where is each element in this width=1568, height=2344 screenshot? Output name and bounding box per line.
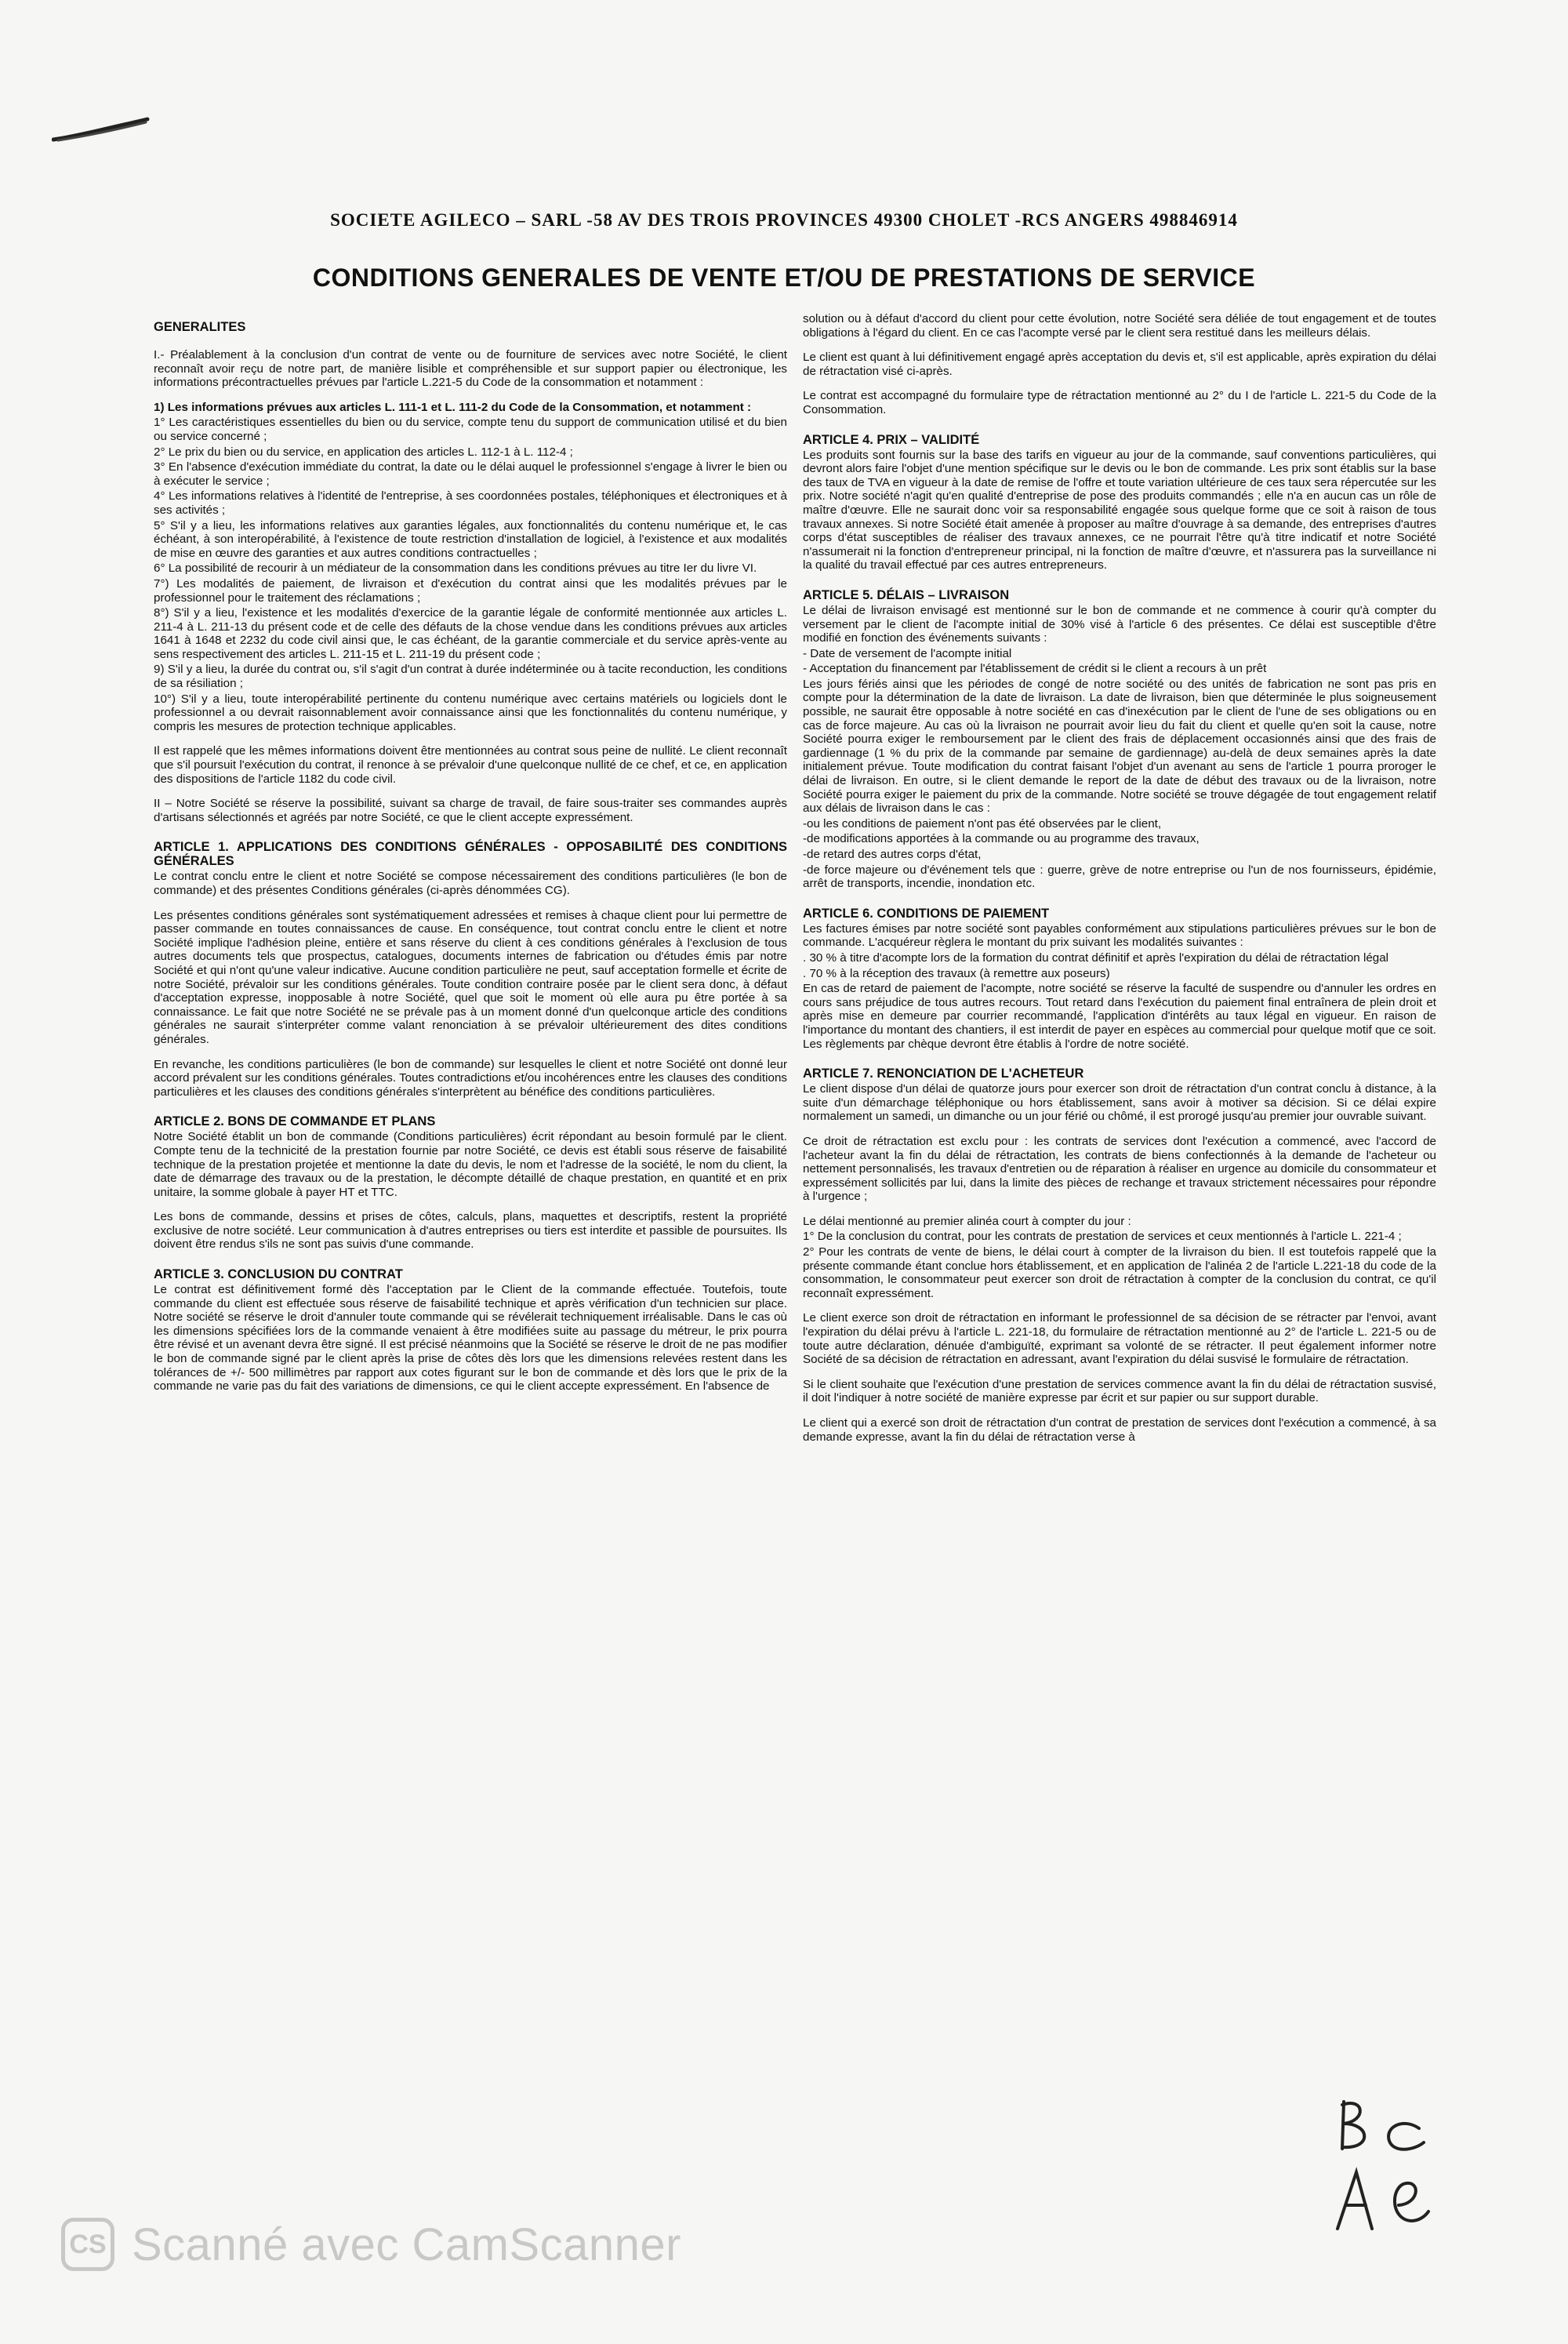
generalites-item: 6° La possibilité de recourir à un médiateur de la consommation dans les conditions prévues au titre Ier du livre VI.: [154, 561, 757, 576]
article-1-heading: ARTICLE 1. APPLICATIONS DES CONDITIONS GÉNÉRALES - OPPOSABILITÉ DES CONDITIONS GÉNÉRALES: [154, 840, 787, 869]
generalites-item: 10°) S'il y a lieu, toute interopérabilité pertinente du contenu numérique avec certains matériels ou logiciels dont le professionnel a ou devrait raisonnablement avoir connaissance ainsi que les fonctionnalités du contenu numérique, y compris les mesures de protection technique applicables.: [154, 692, 787, 733]
camscanner-watermark: [61, 2213, 681, 2276]
left-column: [154, 314, 787, 1405]
generalites-heading: GENERALITES: [154, 320, 246, 334]
generalites-item: 8°) S'il y a lieu, l'existence et les modalités d'exercice de la garantie légale de conformité mentionnée aux articles L. 211-4 à L. 211-13 du présent code et de celle des défauts de la chose vendue dans les conditions prévues aux articles 1641 à 1648 et 2232 du code civil ainsi que, le cas échéant, de la garantie commerciale et du service après-vente au sens respectivement des articles L. 211-15 et L. 211-19 du présent code ;: [154, 606, 787, 661]
camscanner-text: Scanné avec CamScanner: [132, 2219, 681, 2270]
right-column: [803, 312, 1436, 1455]
article-7-paragraph: Ce droit de rétractation est exclu pour : les contrats de services dont l'exécution a commencé, avec l'accord de l'acheteur avant la fin du délai de rétractation, les contrats de biens confectionnés à la demande de l'acheteur ou nettement personnalisés, les travaux d'entretien ou de réparation à réaliser en urgence au domicile du consommateur et expressément sollicités par lui, dans la limite des pièces de rechange et travaux strictement nécessaires pour répondre à l'urgence ;: [803, 1134, 1436, 1204]
article-6-list-item: . 30 % à titre d'acompte lors de la formation du contrat définitif et après l'expiration du délai de rétractation légal: [803, 950, 1389, 965]
generalites-item-1-title: 1) Les informations prévues aux articles L. 111-1 et L. 111-2 du Code de la Consommation, et notamment :: [154, 400, 752, 414]
article-6-paragraph: Les factures émises par notre société sont payables conformément aux stipulations particulières prévues sur le bon de commande. L'acquéreur règlera le montant du prix suivant les modalités suivantes :: [803, 921, 1436, 950]
article-5-condition: -de modifications apportées à la commande ou au programme des travaux,: [803, 832, 1200, 846]
article-2-paragraph: Notre Société établit un bon de commande (Conditions particulières) écrit répondant au besoin formulé par le client. Compte tenu de la technicité de la prestation fournie par notre Société, ce devis est établi sous réserve de faisabilité technique de la prestation projetée et mentionne la date du devis, le nom et l'adresse de la société, le nom du client, la date de démarrage des travaux ou de la prestation, le décompte détaillé de chaque prestation, en quantité et en prix unitaire, la somme globale à payer HT et TTC.: [154, 1130, 787, 1199]
article-7-paragraph: Le délai mentionné au premier alinéa court à compter du jour :: [803, 1214, 1131, 1228]
article-5-paragraph: Le délai de livraison envisagé est mentionné sur le bon de commande et ne commence à courir qu'à compter du versement par le client de l'acompte initial de 30% visé à l'article 6 des présentes. Ce délai est susceptible d'être modifié en fonction des événements suivants :: [803, 603, 1436, 645]
document-title: CONDITIONS GENERALES DE VENTE ET/OU DE PRESTATIONS DE SERVICE: [312, 263, 1256, 292]
article-3-continued: solution ou à défaut d'accord du client pour cette évolution, notre Société sera déliée de tout engagement et de toutes obligations à l'égard du client. En ce cas l'acompte versé par le client sera restitué dans les meilleurs délais.: [803, 312, 1436, 340]
generalites-item: 1° Les caractéristiques essentielles du bien ou du service, compte tenu du support de communication utilisé et du bien ou service concerné ;: [154, 416, 787, 443]
article-7-paragraph: 2° Pour les contrats de vente de biens, le délai court à compter de la livraison du bien. Il est toutefois rappelé que la présente commande étant conclue hors établissement, et en application de l'alinéa 2 de l'article L.221-18 du code de la consommation, le consommateur peut exercer son droit de rétractation à compter de la conclusion du contrat, ce qu'il reconnaît expressément.: [803, 1245, 1436, 1300]
generalites-item: 7°) Les modalités de paiement, de livraison et d'exécution du contrat ainsi que les modalités prévues par le professionnel pour le traitement des réclamations ;: [154, 576, 787, 605]
article-3-heading: ARTICLE 3. CONCLUSION DU CONTRAT: [154, 1267, 403, 1282]
handwritten-initials-line-2: [1333, 2164, 1443, 2235]
article-4-heading: ARTICLE 4. PRIX – VALIDITÉ: [803, 432, 980, 447]
article-5-condition: -ou les conditions de paiement n'ont pas été observées par le client,: [803, 816, 1162, 830]
article-4-paragraph: Les produits sont fournis sur la base des tarifs en vigueur au jour de la commande, sauf conventions particulières, qui devront alors faire l'objet d'une mention spécifique sur le devis ou le bon de commande. Les prix sont établis sur la base des taux de TVA en vigueur à la date de remise de l'offre et toute variation ultérieure de ces taux sera répercutée sur les prix. Notre société n'agit qu'en qualité d'entreprise de pose des produits commandés ; elle n'a en aucun cas un rôle de maître d'œuvre. Elle ne saurait donc voir sa responsabilité engagée sous quelque forme que ce soit à raison de tous travaux annexes. Si notre Société était amenée à proposer au maître d'ouvrage à sa demande, des entreprises d'autres corps d'état susceptibles de réaliser des travaux annexes, ce ne pourrait l'être qu'à titre indicatif et notre Société n'assumerait ni la fonction d'entrepreneur principal, ni la fonction de maître d'œuvre, et n'assurera pas la surveillance ni la qualité du travail effectué par ces autres entrepreneurs.: [803, 448, 1436, 572]
generalites-item: 4° Les informations relatives à l'identité de l'entreprise, à ses coordonnées postales, téléphoniques et électroniques et à ses activités ;: [154, 489, 787, 517]
generalites-item: 2° Le prix du bien ou du service, en application des articles L. 112-1 à L. 112-4 ;: [154, 445, 573, 459]
article-5-condition: -de retard des autres corps d'état,: [803, 848, 982, 861]
article-6-paragraph: En cas de retard de paiement de l'acompte, notre société se réserve la faculté de suspendre ou d'annuler les ordres en cours sans préjudice de tous autres recours. Tout retard dans l'exécution du paiement final entraînera de plein droit et après mise en demeure par courrier recommandé, l'application d'intérêts au taux légal en vigueur. En raison de l'importance du montant des chantiers, il est interdit de payer en espèces au commercial pour quelque motif que ce soit. Les règlements par chèque devront être établis à l'ordre de notre société.: [803, 982, 1436, 1051]
article-5-list-item: - Date de versement de l'acompte initial: [803, 646, 1012, 660]
article-7-paragraph: 1° De la conclusion du contrat, pour les contrats de prestation de services et ceux mentionnés à l'article L. 221-4 ;: [803, 1230, 1402, 1244]
article-7-heading: ARTICLE 7. RENONCIATION DE L'ACHETEUR: [803, 1067, 1084, 1081]
handwritten-initials-line-1: [1333, 2094, 1443, 2164]
article-3-paragraph: Le contrat est accompagné du formulaire type de rétractation mentionné au 2° du I de l'article L. 221-5 du Code de la Consommation.: [803, 389, 1436, 416]
article-5-paragraph: Les jours fériés ainsi que les périodes de congé de notre société ou des unités de fabrication ne sont pas pris en compte pour la détermination de la date de livraison. La date de livraison, bien que déterminée le plus soigneusement possible, ne saurait être opposable à notre société en cas d'inexécution par le client de l'une de ses obligations ou en cas de force majeure. Au cas où la livraison ne pourrait avoir lieu du fait du client et quelle qu'en soit la cause, notre Société pourra exiger le remboursement par le client des frais de déplacement occasionnés ainsi que des frais de gardiennage (1 % du prix de la commande par semaine de gardiennage) au-delà de deux semaines après la date initialement prévue. Toute modification du contrat faisant l'objet d'un avenant au sens de l'article 1 pourra proroger le délai de livraison. En outre, si le client demande le report de la date de début des travaux ou de la livraison, notre Société pourra exiger le paiement du prix de la commande. Notre société se trouve dégagée de tout engagement relatif aux délais de livraison dans le cas :: [803, 677, 1436, 816]
article-7-paragraph: Si le client souhaite que l'exécution d'une prestation de services commence avant la fin du délai de rétractation susvisé, il doit l'indiquer à notre société de manière expresse par écrit et sur papier ou sur support durable.: [803, 1377, 1436, 1405]
camscanner-logo-icon: CS: [61, 2218, 114, 2271]
article-5-list-item: - Acceptation du financement par l'établissement de crédit si le client a recours à un prêt: [803, 662, 1267, 676]
article-7-paragraph: Le client exerce son droit de rétractation en informant le professionnel de sa décision de se rétracter par l'envoi, avant l'expiration du délai prévu à l'article L. 221-18, du formulaire de rétractation mentionné au 2° de l'article L. 221-5 ou de toute autre déclaration, dénuée d'ambiguïté, exprimant sa volonté de se rétracter. Il peut également informer notre Société de sa décision de rétractation en adressant, avant l'expiration du délai susvisé le formulaire de rétractation.: [803, 1311, 1436, 1367]
generalites-item: 3° En l'absence d'exécution immédiate du contrat, la date ou le délai auquel le professionnel s'engage à livrer le bien ou à exécuter le service ;: [154, 460, 787, 488]
generalites-item: 9) S'il y a lieu, la durée du contrat ou, s'il s'agit d'un contrat à durée indéterminée ou à tacite reconduction, les conditions de sa résiliation ;: [154, 663, 787, 691]
generalites-rappel: Il est rappelé que les mêmes informations doivent être mentionnées au contrat sous peine de nullité. Le client reconnaît que s'il poursuit l'exécution du contrat, il renonce à se prévaloir d'une quelconque nullité de ce chef, et ce, en application des dispositions de l'article 1182 du code civil.: [154, 744, 787, 786]
article-1-paragraph: Le contrat conclu entre le client et notre Société se compose nécessairement des conditions particulières (le bon de commande) et des présentes Conditions générales (ci-après dénommées CG).: [154, 870, 787, 897]
article-5-heading: ARTICLE 5. DÉLAIS – LIVRAISON: [803, 587, 1010, 602]
article-1-paragraph: Les présentes conditions générales sont systématiquement adressées et remises à chaque client pour lui permettre de passer commande en toutes connaissances de cause. En conséquence, tout contrat conclu entre le client et notre Société implique l'adhésion pleine, entière et sans réserve du client à ces conditions générales à l'exclusion de tous autres documents tels que prospectus, catalogues, documents internes de fabrication ou d'études émis par notre Société et qui n'ont qu'une valeur indicative. Aucune condition particulière ne peut, sauf acceptation formelle et écrite de notre Société, prévaloir sur les conditions générales. Toute condition contraire posée par le client sera donc, à défaut d'acceptation expresse, inopposable à notre Société, quel que soit le moment où elle aura pu être portée à sa connaissance. Le fait que notre Société ne se prévale pas à un moment donné d'un quelconque article des conditions générales ne saurait s'interpréter comme valant renonciation à se prévaloir ultérieurement des dites conditions générales.: [154, 908, 787, 1046]
article-2-heading: ARTICLE 2. BONS DE COMMANDE ET PLANS: [154, 1114, 436, 1129]
article-2-paragraph: Les bons de commande, dessins et prises de côtes, calculs, plans, maquettes et descriptifs, restent la propriété exclusive de notre société. Leur communication à d'autres entreprises ou tiers est interdite et passible de poursuites. Ils doivent être rendus s'ils ne sont pas suivis d'une commande.: [154, 1210, 787, 1252]
article-5-condition: -de force majeure ou d'événement tels que : guerre, grève de notre entreprise ou l'un de nos fournisseurs, épidémie, arrêt de transports, incendie, inondation etc.: [803, 863, 1436, 891]
article-6-list-item: . 70 % à la réception des travaux (à remettre aux poseurs): [803, 966, 1110, 980]
article-6-heading: ARTICLE 6. CONDITIONS DE PAIEMENT: [803, 906, 1050, 921]
article-1-paragraph: En revanche, les conditions particulières (le bon de commande) sur lesquelles le client et notre Société ont donné leur accord prévalent sur les conditions générales. Toutes contradictions et/ou incohérences entre les clauses des conditions particulières et les clauses des conditions générales s'interprètent au bénéfice des conditions particulières.: [154, 1057, 787, 1099]
article-3-paragraph: Le client est quant à lui définitivement engagé après acceptation du devis et, s'il est applicable, après expiration du délai de rétractation visé ci-après.: [803, 351, 1436, 378]
generalites-ii: II – Notre Société se réserve la possibilité, suivant sa charge de travail, de faire sous-traiter ses commandes auprès d'artisans sélectionnés et agréés par notre Société, ce que le client accepte expressément.: [154, 797, 787, 824]
article-3-paragraph: Le contrat est définitivement formé dès l'acceptation par le Client de la commande effectuée. Toutefois, toute commande du client est effectuée sous réserve de faisabilité technique et après vérification d'un technicien sur place. Notre société se réserve le droit d'annuler toute commande qui se révélerait techniquement irréalisable. Dans le cas où les dimensions spécifiées lors de la commande venaient à être modifiées suite au passage du métreur, le prix pourra être révisé et un avenant devra être signé. Il est précisé néanmoins que la Société se réserve le droit de ne pas modifier le bon de commande signé par le client après la prise de côtes dès lors que les dimensions relevées restent dans les tolérances de +/- 500 millimètres par rapport aux cotes figurant sur le bon de commande et dès lors que le prix de la commande ne varie pas du fait des variations de dimensions, ce qui le client accepte expressément. En l'absence de: [154, 1283, 787, 1394]
generalites-item: 5° S'il y a lieu, les informations relatives aux garanties légales, aux fonctionnalités du contenu numérique et, le cas échéant, à son interopérabilité, à l'existence de toute restriction d'installation de logiciel, à l'existence et aux modalités de mise en œuvre des garanties et aux autres conditions contractuelles ;: [154, 518, 787, 560]
company-header: SOCIETE AGILECO – SARL -58 AV DES TROIS PROVINCES 49300 CHOLET -RCS ANGERS 498846914: [330, 210, 1238, 230]
article-7-paragraph: Le client dispose d'un délai de quatorze jours pour exercer son droit de rétractation d'un contrat conclu à distance, à la suite d'un démarchage téléphonique ou hors établissement, sans avoir à motiver sa décision. Si ce délai expire normalement un samedi, un dimanche ou un jour férié ou chômé, il est prorogé jusqu'au premier jour ouvrable suivant.: [803, 1082, 1436, 1124]
generalites-intro: I.- Préalablement à la conclusion d'un contrat de vente ou de fourniture de services avec notre Société, le client reconnaît avoir reçu de notre part, de manière lisible et compréhensible et sur support papier ou électronique, les informations précontractuelles prévues par l'article L.221-5 du Code de la consommation et notamment :: [154, 348, 787, 390]
pen-stroke-mark: [52, 116, 151, 143]
article-7-paragraph: Le client qui a exercé son droit de rétractation d'un contrat de prestation de services dont l'exécution a commencé, à sa demande expresse, avant la fin du délai de rétractation verse à: [803, 1416, 1436, 1444]
